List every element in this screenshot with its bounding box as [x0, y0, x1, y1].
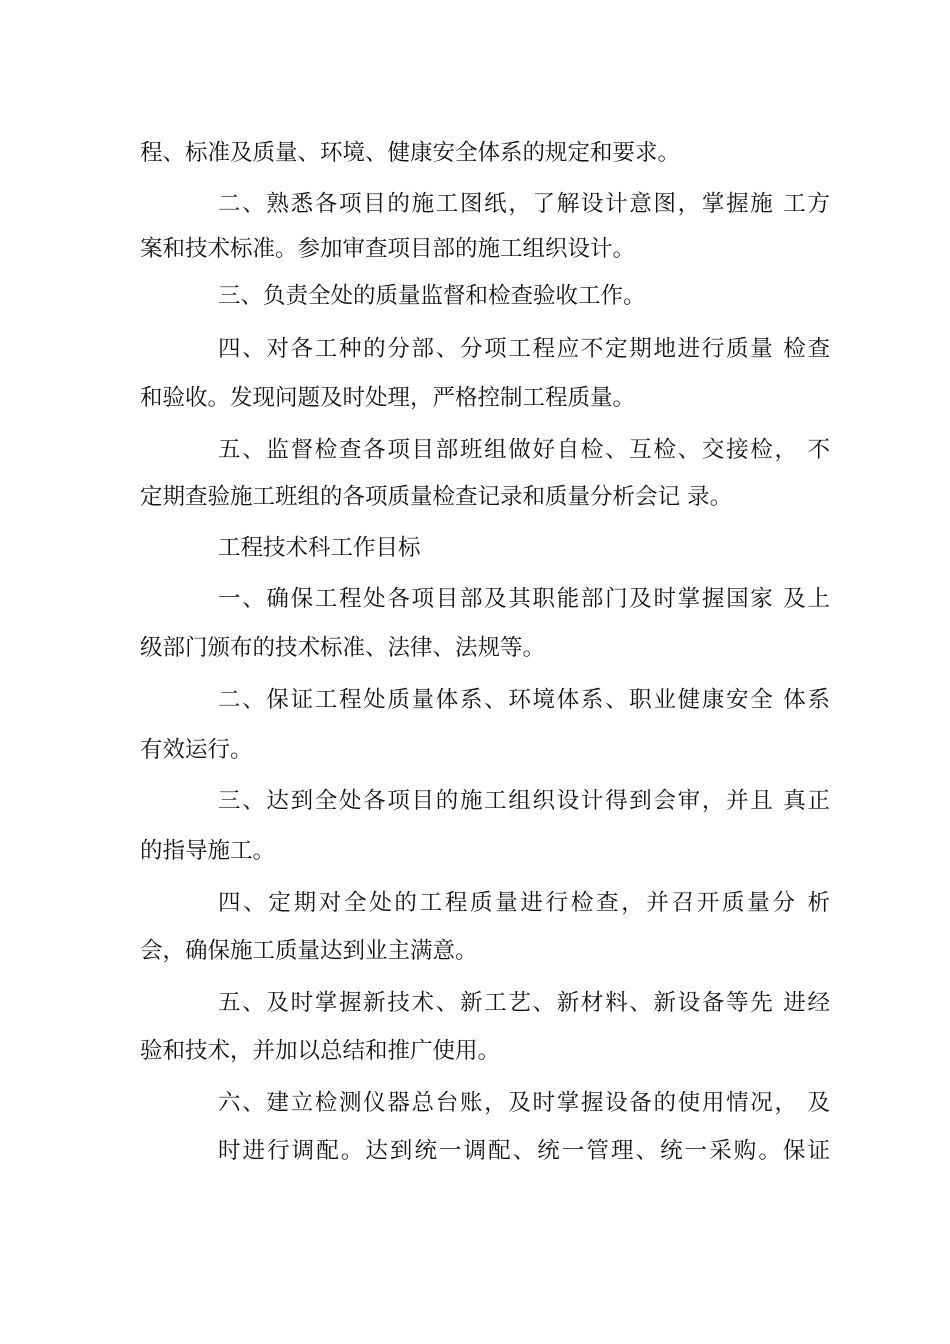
text-line-6: 和验收。发现问题及时处理，严格控制工程质量。	[140, 385, 636, 411]
text-line-17: 会，确保施工质量达到业主满意。	[140, 938, 478, 964]
text-line-7: 五、监督检查各项目部班组做好自检、互检、交接检， 不	[218, 437, 830, 463]
text-line-15: 的指导施工。	[140, 838, 276, 864]
text-line-8: 定期查验施工班组的各项质量检查记录和质量分析会记 录。	[140, 484, 733, 510]
text-line-18: 五、及时掌握新技术、新工艺、新材料、新设备等先 进经	[218, 990, 830, 1016]
text-line-10: 一、确保工程处各项目部及其职能部门及时掌握国家 及上	[218, 586, 830, 612]
text-line-1: 程、标准及质量、环境、健康安全体系的规定和要求。	[140, 140, 681, 166]
text-line-19: 验和技术，并加以总结和推广使用。	[140, 1038, 501, 1064]
text-line-3: 案和技术标准。参加审查项目部的施工组织设计。	[140, 236, 636, 262]
text-line-11: 级部门颁布的技术标准、法律、法规等。	[140, 635, 546, 661]
text-line-21: 时进行调配。达到统一调配、统一管理、统一采购。保证	[218, 1138, 830, 1164]
text-line-4: 三、负责全处的质量监督和检查验收工作。	[218, 283, 646, 309]
section-heading: 工程技术科工作目标	[218, 535, 421, 561]
text-line-5: 四、对各工种的分部、分项工程应不定期地进行质量 检查	[218, 336, 830, 362]
text-line-14: 三、达到全处各项目的施工组织设计得到会审，并且 真正	[218, 788, 830, 814]
text-line-2: 二、熟悉各项目的施工图纸，了解设计意图，掌握施 工方	[218, 191, 830, 217]
text-line-13: 有效运行。	[140, 737, 253, 763]
text-line-16: 四、定期对全处的工程质量进行检查，并召开质量分 析	[218, 890, 830, 916]
text-line-12: 二、保证工程处质量体系、环境体系、职业健康安全 体系	[218, 687, 830, 713]
text-line-20: 六、建立检测仪器总台账，及时掌握设备的使用情况， 及	[218, 1090, 830, 1116]
